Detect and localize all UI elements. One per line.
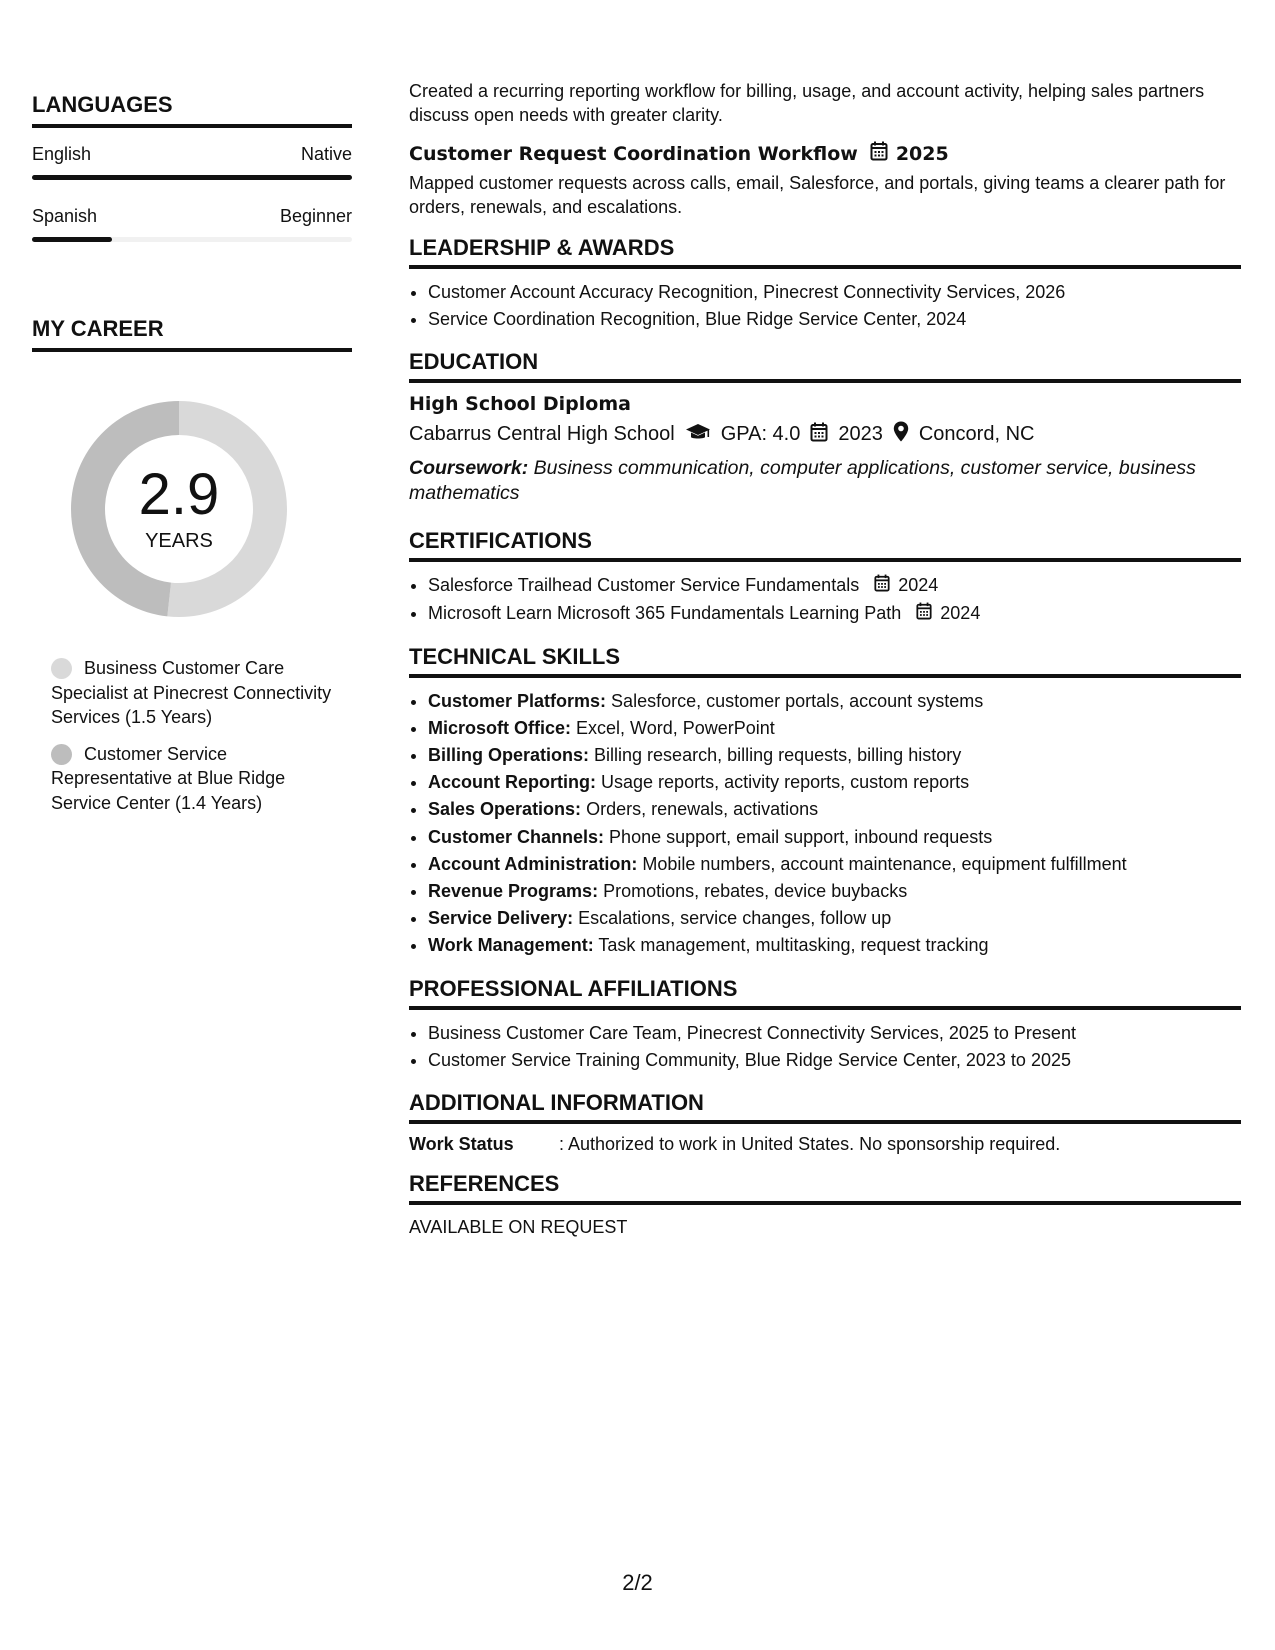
list-item: • Business Customer Care Team, Pinecrest Connectivity Services, 2025 to Present xyxy=(428,1020,1241,1047)
education-heading: EDUCATION xyxy=(409,349,1241,383)
language-proficiency-bar xyxy=(32,175,352,180)
skill-item: • Service Delivery: Escalations, service changes, follow up xyxy=(428,905,1241,932)
language-item xyxy=(32,206,352,242)
work-status-value: : Authorized to work in United States. No sponsorship required. xyxy=(559,1133,1061,1154)
skill-item: • Work Management: Task management, multitasking, request tracking xyxy=(428,932,1241,959)
list-item: • Microsoft Learn Microsoft 365 Fundamentals Learning Path 2024 xyxy=(428,600,1241,628)
affiliations-heading: PROFESSIONAL AFFILIATIONS xyxy=(409,976,1241,1010)
legend-dot-icon xyxy=(51,658,72,679)
certification-year: 2024 xyxy=(898,575,939,595)
page-number: 2/2 xyxy=(622,1570,653,1595)
language-proficiency-fill xyxy=(32,237,112,242)
education-school: Cabarrus Central High School xyxy=(409,423,675,445)
career-total-years: 2.9 xyxy=(138,461,220,527)
skill-item: • Billing Operations: Billing research, billing requests, billing history xyxy=(428,742,1241,769)
skill-item: • Customer Channels: Phone support, email support, inbound requests xyxy=(428,824,1241,851)
leadership-list xyxy=(409,279,1241,333)
legend-dot-icon xyxy=(51,744,72,765)
language-level: Native xyxy=(300,144,352,164)
education-degree: High School Diploma xyxy=(409,393,631,415)
language-proficiency-bar xyxy=(32,237,352,242)
certifications-heading: CERTIFICATIONS xyxy=(409,528,1241,562)
education-details xyxy=(409,421,1241,448)
project-year: 2025 xyxy=(895,142,949,165)
language-item xyxy=(32,144,352,180)
career-legend-item: Business Customer Care Specialist at Pinecrest Connectivity Services (1.5 Years) xyxy=(51,658,332,727)
right-column xyxy=(409,79,1241,1238)
calendar-icon xyxy=(874,573,890,600)
skills-list xyxy=(409,688,1241,960)
list-item: • Service Coordination Recognition, Blue Ridge Service Center, 2024 xyxy=(428,306,1241,333)
list-item: • Customer Account Accuracy Recognition, Pinecrest Connectivity Services, 2026 xyxy=(428,279,1241,306)
skill-item: • Microsoft Office: Excel, Word, PowerPoint xyxy=(428,715,1241,742)
languages-heading: LANGUAGES xyxy=(32,92,352,128)
calendar-icon xyxy=(916,601,932,628)
list-item: • Customer Service Training Community, Blue Ridge Service Center, 2023 to 2025 xyxy=(428,1047,1241,1074)
leadership-heading: LEADERSHIP & AWARDS xyxy=(409,235,1241,269)
calendar-icon xyxy=(810,422,828,448)
skill-item: • Account Reporting: Usage reports, activity reports, custom reports xyxy=(428,769,1241,796)
map-pin-icon xyxy=(893,421,909,448)
calendar-icon xyxy=(870,141,888,166)
skill-item: • Customer Platforms: Salesforce, customer portals, account systems xyxy=(428,688,1241,715)
skill-item: • Revenue Programs: Promotions, rebates, device buybacks xyxy=(428,878,1241,905)
language-name: Spanish xyxy=(32,206,98,226)
education-gpa: GPA: 4.0 xyxy=(720,423,801,445)
work-status-label: Work Status xyxy=(409,1133,514,1154)
career-legend xyxy=(51,656,341,815)
work-status-row xyxy=(409,1134,1241,1155)
project-title-row xyxy=(409,141,1241,166)
language-level: Beginner xyxy=(279,206,352,226)
additional-info-heading: ADDITIONAL INFORMATION xyxy=(409,1090,1241,1124)
education-year: 2023 xyxy=(838,423,883,445)
coursework-label: Coursework: xyxy=(409,457,529,479)
project-title: Customer Request Coordination Workflow xyxy=(409,142,858,165)
affiliations-list xyxy=(409,1020,1241,1074)
career-heading: MY CAREER xyxy=(32,316,352,352)
certifications-list xyxy=(409,572,1241,628)
coursework-text: Business communication, computer applications, customer service, business mathematics xyxy=(409,457,1196,504)
education-location: Concord, NC xyxy=(918,423,1035,445)
project-intro-text: Created a recurring reporting workflow for billing, usage, and account activity, helping sales partners discuss open needs with greater clarity. xyxy=(409,81,1205,125)
project-description: Mapped customer requests across calls, email, Salesforce, and portals, giving teams a clearer path for orders, renewals, and escalations. xyxy=(409,173,1226,217)
career-legend-item: Customer Service Representative at Blue Ridge Service Center (1.4 Years) xyxy=(51,743,286,813)
references-heading: REFERENCES xyxy=(409,1171,1241,1205)
career-total-unit: YEARS xyxy=(145,529,213,552)
skill-item: • Sales Operations: Orders, renewals, activations xyxy=(428,796,1241,823)
list-item: • Salesforce Trailhead Customer Service Fundamentals 2024 xyxy=(428,572,1241,600)
certification-year: 2024 xyxy=(940,602,981,623)
references-text: AVAILABLE ON REQUEST xyxy=(409,1216,628,1237)
graduation-cap-icon xyxy=(685,423,711,447)
skill-item: • Account Administration: Mobile numbers, account maintenance, equipment fulfillment xyxy=(428,851,1241,878)
left-column xyxy=(32,92,352,827)
skills-heading: TECHNICAL SKILLS xyxy=(409,644,1241,678)
education-coursework xyxy=(409,456,1241,506)
career-donut-chart xyxy=(66,396,292,622)
language-proficiency-fill xyxy=(32,175,352,180)
language-name: English xyxy=(32,144,92,164)
